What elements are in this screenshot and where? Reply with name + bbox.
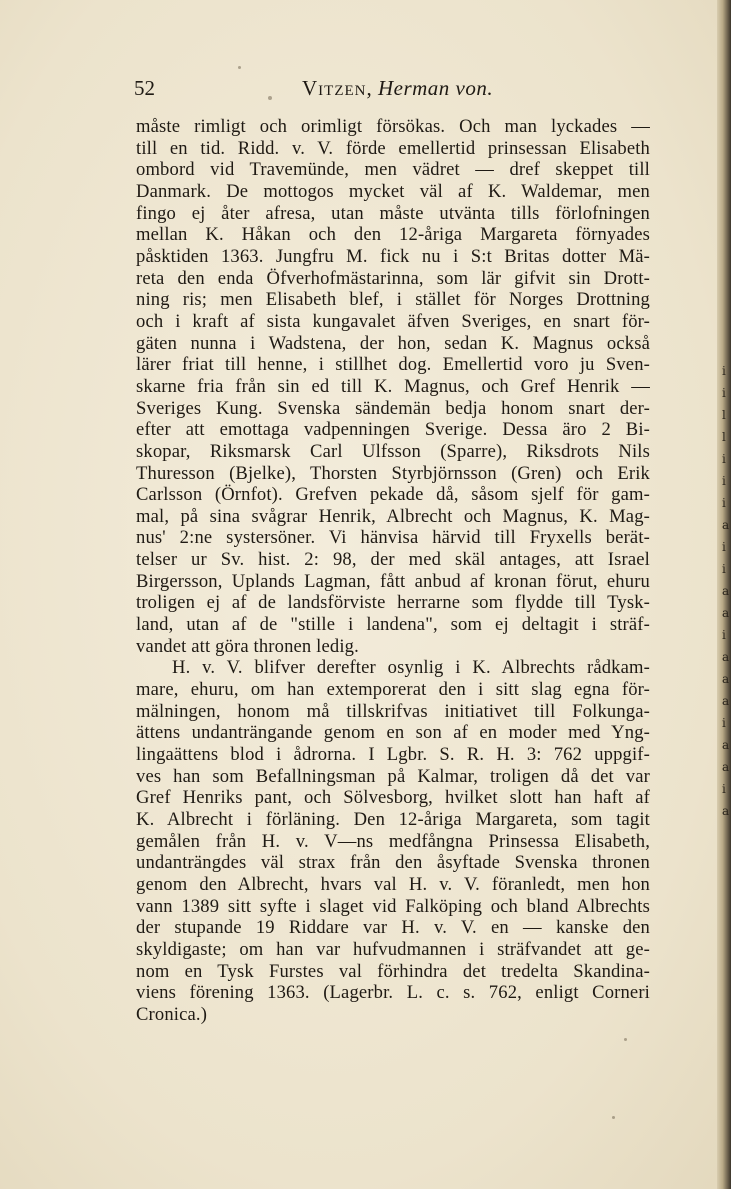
text-line: nus' 2:ne systersöner. Vi hänvisa härvid till Fryxells berät- — [136, 527, 650, 549]
edge-mark: i — [722, 782, 726, 796]
text-line: påsktiden 1363. Jungfru M. fick nu i S:t Britas dotter Mä- — [136, 245, 650, 267]
text-line: vandet att göra thronen ledig. — [136, 635, 359, 657]
adjacent-page-bleed — [722, 360, 728, 1060]
edge-mark: a — [722, 606, 730, 620]
edge-mark: i — [722, 496, 726, 510]
text-line: genom den Albrecht, hvars val H. v. V. föranledt, men hon — [136, 873, 650, 895]
text-line: Cronica.) — [136, 1003, 208, 1025]
text-line: ättens undanträngande genom en son af en moder med Yng- — [136, 722, 650, 744]
edge-mark: i — [722, 364, 726, 378]
text-line: ombord vid Travemünde, men vädret — dref skeppet till — [136, 159, 650, 181]
edge-mark: i — [722, 716, 726, 730]
text-line: fingo ej åter afresa, utan måste utvänta tills förlofningen — [136, 202, 650, 224]
paragraph — [136, 657, 650, 1025]
text-line: vann 1389 sitt syfte i slaget vid Falköping och bland Albrechts — [136, 895, 650, 917]
edge-mark: i — [722, 628, 726, 642]
text-line: K. Albrecht i förläning. Den 12-åriga Margareta, som tagit — [136, 809, 650, 830]
text-line: land, utan af de "stille i landena", som ej deltagit i sträf- — [136, 614, 650, 636]
edge-mark: l — [722, 408, 726, 422]
edge-mark: i — [722, 386, 726, 400]
text-line: efter att emottaga vadpenningen Sverige. Dessa äro 2 Bi- — [136, 419, 650, 441]
edge-mark: a — [722, 650, 730, 664]
edge-mark: i — [722, 540, 726, 554]
text-line: Danmark. De mottogos mycket väl af K. Waldemar, men — [136, 180, 650, 202]
text-line: Gref Henriks pant, och Sölvesborg, hvilket slott han haft af — [136, 787, 650, 809]
paper-speck — [624, 1038, 627, 1041]
text-line: måste rimligt och orimligt försökas. Och man lyckades — — [136, 116, 650, 137]
text-line: lingaättens blod i ådrorna. I Lgbr. S. R. H. 3: 762 uppgif- — [136, 744, 650, 766]
paper-speck — [238, 66, 241, 69]
paper-speck — [268, 96, 272, 100]
edge-mark: a — [722, 804, 730, 818]
text-line: Birgersson, Uplands Lagman, fått anbud af kronan förut, ehuru — [136, 570, 650, 592]
text-line: troligen ej af de landsförviste herrarne som flydde till Tysk- — [136, 592, 650, 614]
body-text — [136, 116, 650, 1026]
text-line: undanträngdes väl strax från den åsyftade Svenska thronen — [136, 852, 650, 874]
text-line: mellan K. Håkan och den 12-åriga Margareta förnyades — [136, 224, 650, 246]
paper-speck — [612, 1116, 615, 1119]
paragraph — [136, 116, 650, 657]
text-line: der stupande 19 Riddare var H. v. V. en — kanske den — [136, 917, 650, 939]
edge-mark: i — [722, 562, 726, 576]
text-line: skyldigaste; om han var hufvudmannen i sträfvandet att ge- — [136, 938, 650, 960]
text-line: reta den enda Öfverhofmästarinna, som lär gifvit sin Drott- — [136, 267, 650, 289]
text-line: viens förening 1363. (Lagerbr. L. c. s. 762, enligt Corneri — [136, 982, 650, 1004]
text-line: gemålen från H. v. V—ns medfångna Prinsessa Elisabeth, — [136, 830, 650, 852]
running-title-given: Herman von. — [377, 76, 494, 100]
text-line: mare, ehuru, om han extemporerat den i sitt slag egna för- — [136, 679, 650, 701]
edge-mark: i — [722, 474, 726, 488]
edge-mark: a — [722, 518, 730, 532]
edge-mark: i — [722, 452, 726, 466]
page-header — [134, 76, 644, 106]
edge-mark: a — [722, 672, 730, 686]
edge-mark: a — [722, 694, 730, 708]
edge-mark: a — [722, 584, 730, 598]
text-line: nom en Tysk Furstes val förhindra det tredelta Skandina- — [136, 960, 650, 982]
text-line: skarne fria från sin ed till K. Magnus, och Gref Henrik — — [136, 375, 650, 397]
edge-mark: l — [722, 430, 726, 444]
text-line: lärer friat till henne, i stillhet dog. Emellertid voro ju Sven- — [136, 354, 650, 376]
text-line: gäten nunna i Wadstena, der hon, sedan K. Magnus också — [136, 332, 650, 354]
text-line: till en tid. Ridd. v. V. förde emellertid prinsessan Elisabeth — [136, 137, 650, 159]
text-line: mal, på sina svågrar Henrik, Albrecht och Magnus, K. Mag- — [136, 505, 650, 527]
page-number: 52 — [134, 76, 155, 100]
text-line: och i kraft af sista kungavalet äfven Sveriges, en snart för- — [136, 310, 650, 332]
running-title-separator: , — [366, 76, 373, 100]
text-line: Thuresson (Bjelke), Thorsten Styrbjörnsson (Gren) och Erik — [136, 462, 650, 484]
text-line: telser ur Sv. hist. 2: 98, der med skäl antages, att Israel — [136, 549, 650, 571]
edge-mark: a — [722, 738, 730, 752]
text-line: ves han som Befallningsman på Kalmar, troligen då det var — [136, 765, 650, 787]
page-edge — [717, 0, 731, 1189]
text-line: ning ris; men Elisabeth blef, i stället för Norges Drottning — [136, 289, 650, 311]
text-line: mälningen, honom må tillskrifvas initiativet till Folkunga- — [136, 700, 650, 722]
text-line: H. v. V. blifver derefter osynlig i K. Albrechts rådkam- — [172, 657, 650, 679]
text-line: skopar, Riksmarsk Carl Ulfsson (Sparre), Riksdrots Nils — [136, 440, 650, 462]
running-title-name: Vitzen — [302, 76, 367, 100]
text-line: Sveriges Kung. Svenska sändemän bedja honom snart der- — [136, 397, 650, 419]
edge-mark: a — [722, 760, 730, 774]
text-line: Carlsson (Örnfot). Grefven pekade då, såsom sjelf för gam- — [136, 484, 650, 506]
running-title — [302, 76, 493, 101]
